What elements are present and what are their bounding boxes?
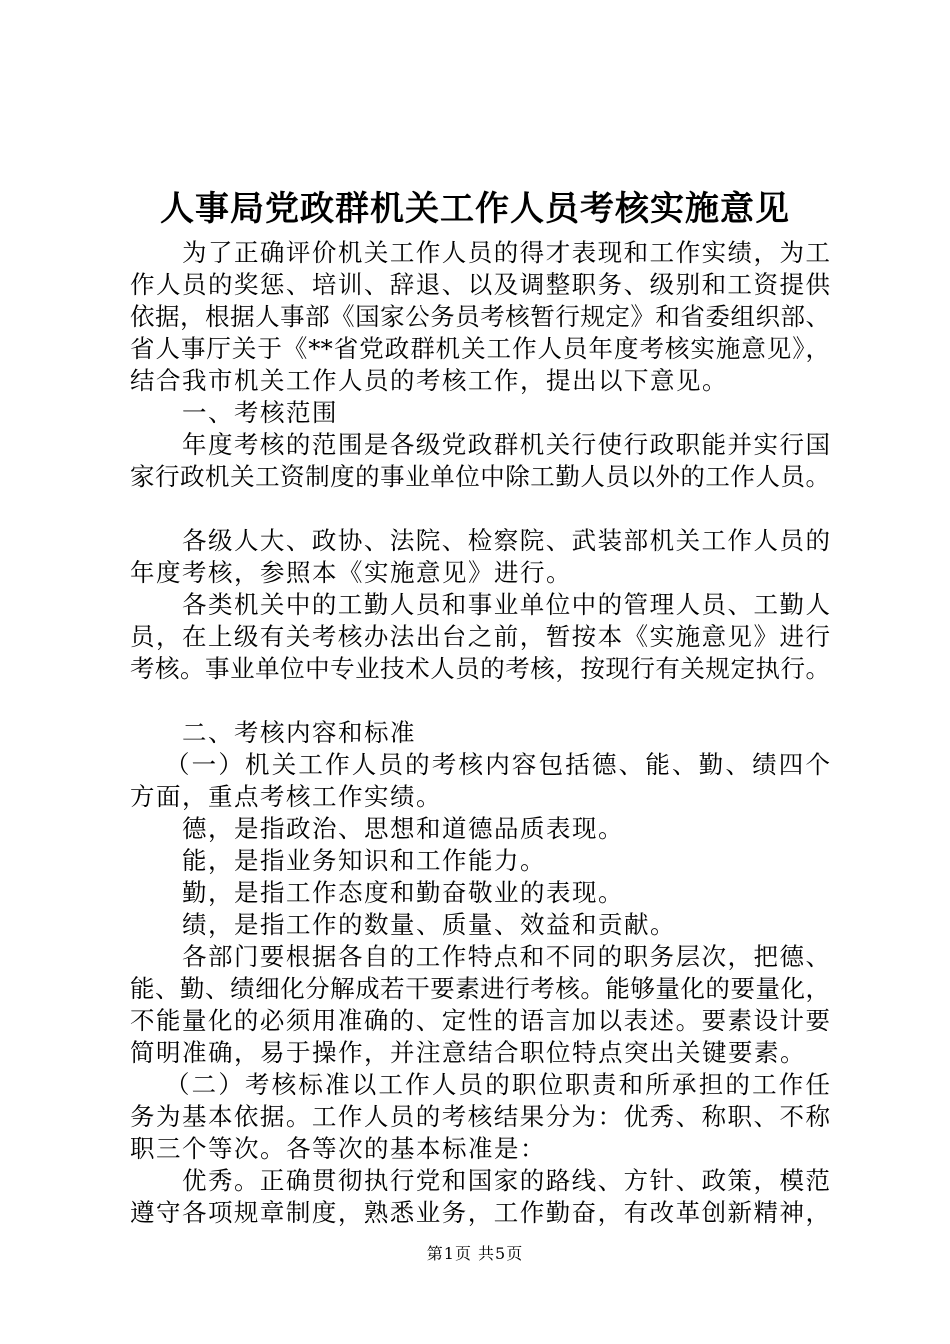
paragraph-line: 家行政机关工资制度的事业单位中除工勤人员以外的工作人员。: [130, 462, 830, 491]
document-body: [130, 237, 830, 1229]
paragraph-line: （一）机关工作人员的考核内容包括德、能、勤、绩四个: [165, 750, 830, 779]
document-title: 人事局党政群机关工作人员考核实施意见: [160, 189, 790, 229]
paragraph-line: 务为基本依据。工作人员的考核结果分为：优秀、称职、不称: [130, 1102, 830, 1131]
paragraph-line: 各类机关中的工勤人员和事业单位中的管理人员、工勤人: [182, 590, 830, 619]
paragraph-line: 方面，重点考核工作实绩。: [130, 782, 442, 811]
paragraph-line: 年度考核的范围是各级党政群机关行使行政职能并实行国: [182, 430, 830, 459]
paragraph-line: 省人事厅关于《**省党政群机关工作人员年度考核实施意见》，: [130, 334, 830, 363]
paragraph-line: 德，是指政治、思想和道德品质表现。: [182, 814, 624, 843]
paragraph-line: 作人员的奖惩、培训、辞退、以及调整职务、级别和工资提供: [130, 270, 830, 299]
paragraph-line: 各部门要根据各自的工作特点和不同的职务层次，把德、: [182, 942, 830, 971]
blank-line: [130, 493, 830, 525]
paragraph-line: 员，在上级有关考核办法出台之前，暂按本《实施意见》进行: [130, 622, 830, 651]
paragraph-line: 能、勤、绩细化分解成若干要素进行考核。能够量化的要量化，: [130, 974, 830, 1003]
paragraph-line: 结合我市机关工作人员的考核工作，提出以下意见。: [130, 366, 728, 395]
section-heading: 一、考核范围: [182, 398, 338, 427]
section-heading: 二、考核内容和标准: [182, 718, 416, 747]
page-number-footer: 第1页 共5页: [426, 1244, 524, 1263]
paragraph-line: 绩，是指工作的数量、质量、效益和贡献。: [182, 910, 676, 939]
paragraph-line: 考核。事业单位中专业技术人员的考核，按现行有关规定执行。: [130, 654, 830, 683]
paragraph-line: 遵守各项规章制度，熟悉业务，工作勤奋，有改革创新精神，: [130, 1198, 830, 1227]
paragraph-line: 勤，是指工作态度和勤奋敬业的表现。: [182, 878, 624, 907]
blank-line: [130, 685, 830, 717]
paragraph-line: 优秀。正确贯彻执行党和国家的路线、方针、政策，模范: [182, 1166, 830, 1195]
paragraph-line: 职三个等次。各等次的基本标准是：: [130, 1134, 546, 1163]
paragraph-line: （二）考核标准以工作人员的职位职责和所承担的工作任: [165, 1070, 830, 1099]
paragraph-line: 简明准确，易于操作，并注意结合职位特点突出关键要素。: [130, 1038, 806, 1067]
paragraph-line: 能，是指业务知识和工作能力。: [182, 846, 546, 875]
paragraph-line: 年度考核，参照本《实施意见》进行。: [130, 558, 572, 587]
paragraph-line: 不能量化的必须用准确的、定性的语言加以表述。要素设计要: [130, 1006, 830, 1035]
paragraph-line: 各级人大、政协、法院、检察院、武装部机关工作人员的: [182, 526, 830, 555]
paragraph-line: 为了正确评价机关工作人员的得才表现和工作实绩，为工: [182, 238, 830, 267]
paragraph-line: 依据，根据人事部《国家公务员考核暂行规定》和省委组织部、: [130, 302, 830, 331]
